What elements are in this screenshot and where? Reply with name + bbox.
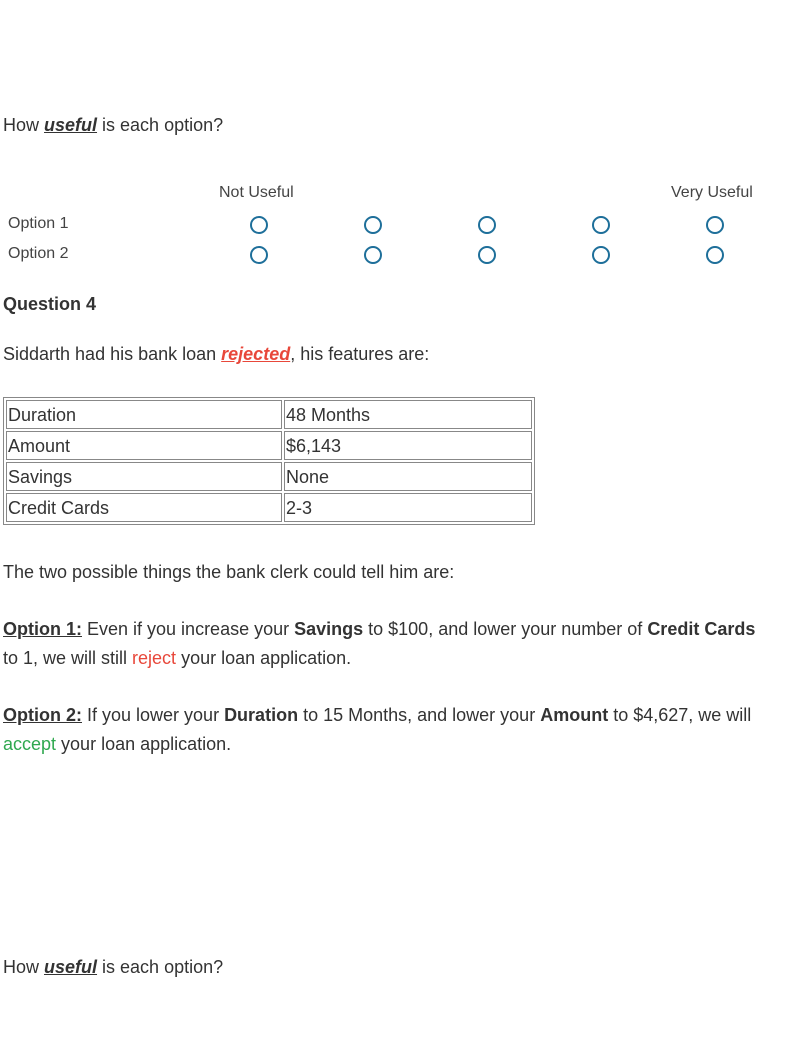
option-1-text: Option 1: Even if you increase your Savings to $100, and lower your number of Credit Cards to 1, we will still reject your loan application.	[3, 619, 756, 668]
feature-value: 48 Months	[284, 400, 532, 429]
q3-prompt-emphasis: useful	[44, 115, 98, 135]
radio-option1-1[interactable]	[250, 216, 268, 234]
feature-value: None	[284, 462, 532, 491]
feature-name: Amount	[6, 431, 282, 460]
radio-option2-1[interactable]	[250, 246, 268, 264]
likert-row-label: Option 1	[8, 215, 69, 232]
feature-value: $6,143	[284, 431, 532, 460]
q4-prompt-emphasis: useful	[44, 957, 98, 977]
q4-intro: Siddarth had his bank loan rejected, his features are:	[3, 344, 430, 364]
accept-word: accept	[3, 734, 57, 754]
option-2-label: Option 2:	[3, 705, 82, 725]
feature-value: 2-3	[284, 493, 532, 522]
radio-option1-2[interactable]	[364, 216, 382, 234]
question-heading: Question 4	[3, 294, 97, 314]
scale-label-low: Not Useful	[219, 184, 294, 201]
table-row	[6, 431, 532, 460]
radio-option2-4[interactable]	[592, 246, 610, 264]
q4-prompt: How useful is each option?	[3, 957, 224, 977]
features-table	[3, 397, 535, 525]
feature-name: Credit Cards	[6, 493, 282, 522]
radio-option1-3[interactable]	[478, 216, 496, 234]
radio-option2-5[interactable]	[706, 246, 724, 264]
likert-row-option-2	[0, 240, 788, 270]
option-2-text: Option 2: If you lower your Duration to 15 Months, and lower your Amount to $4,627, we will accept your loan application.	[3, 705, 752, 754]
likert-row-label: Option 2	[8, 245, 69, 262]
radio-option1-4[interactable]	[592, 216, 610, 234]
rejected-emphasis: rejected	[221, 344, 291, 364]
feature-name: Duration	[6, 400, 282, 429]
q3-prompt: How useful is each option?	[3, 115, 224, 135]
option-1-label: Option 1:	[3, 619, 82, 639]
feature-name: Savings	[6, 462, 282, 491]
reject-word: reject	[132, 648, 177, 668]
radio-option2-3[interactable]	[478, 246, 496, 264]
table-row	[6, 400, 532, 429]
table-row	[6, 462, 532, 491]
options-lead: The two possible things the bank clerk could tell him are:	[3, 562, 455, 582]
scale-label-high: Very Useful	[671, 184, 753, 201]
radio-option2-2[interactable]	[364, 246, 382, 264]
table-row	[6, 493, 532, 522]
likert-row-option-1	[0, 210, 788, 240]
radio-option1-5[interactable]	[706, 216, 724, 234]
